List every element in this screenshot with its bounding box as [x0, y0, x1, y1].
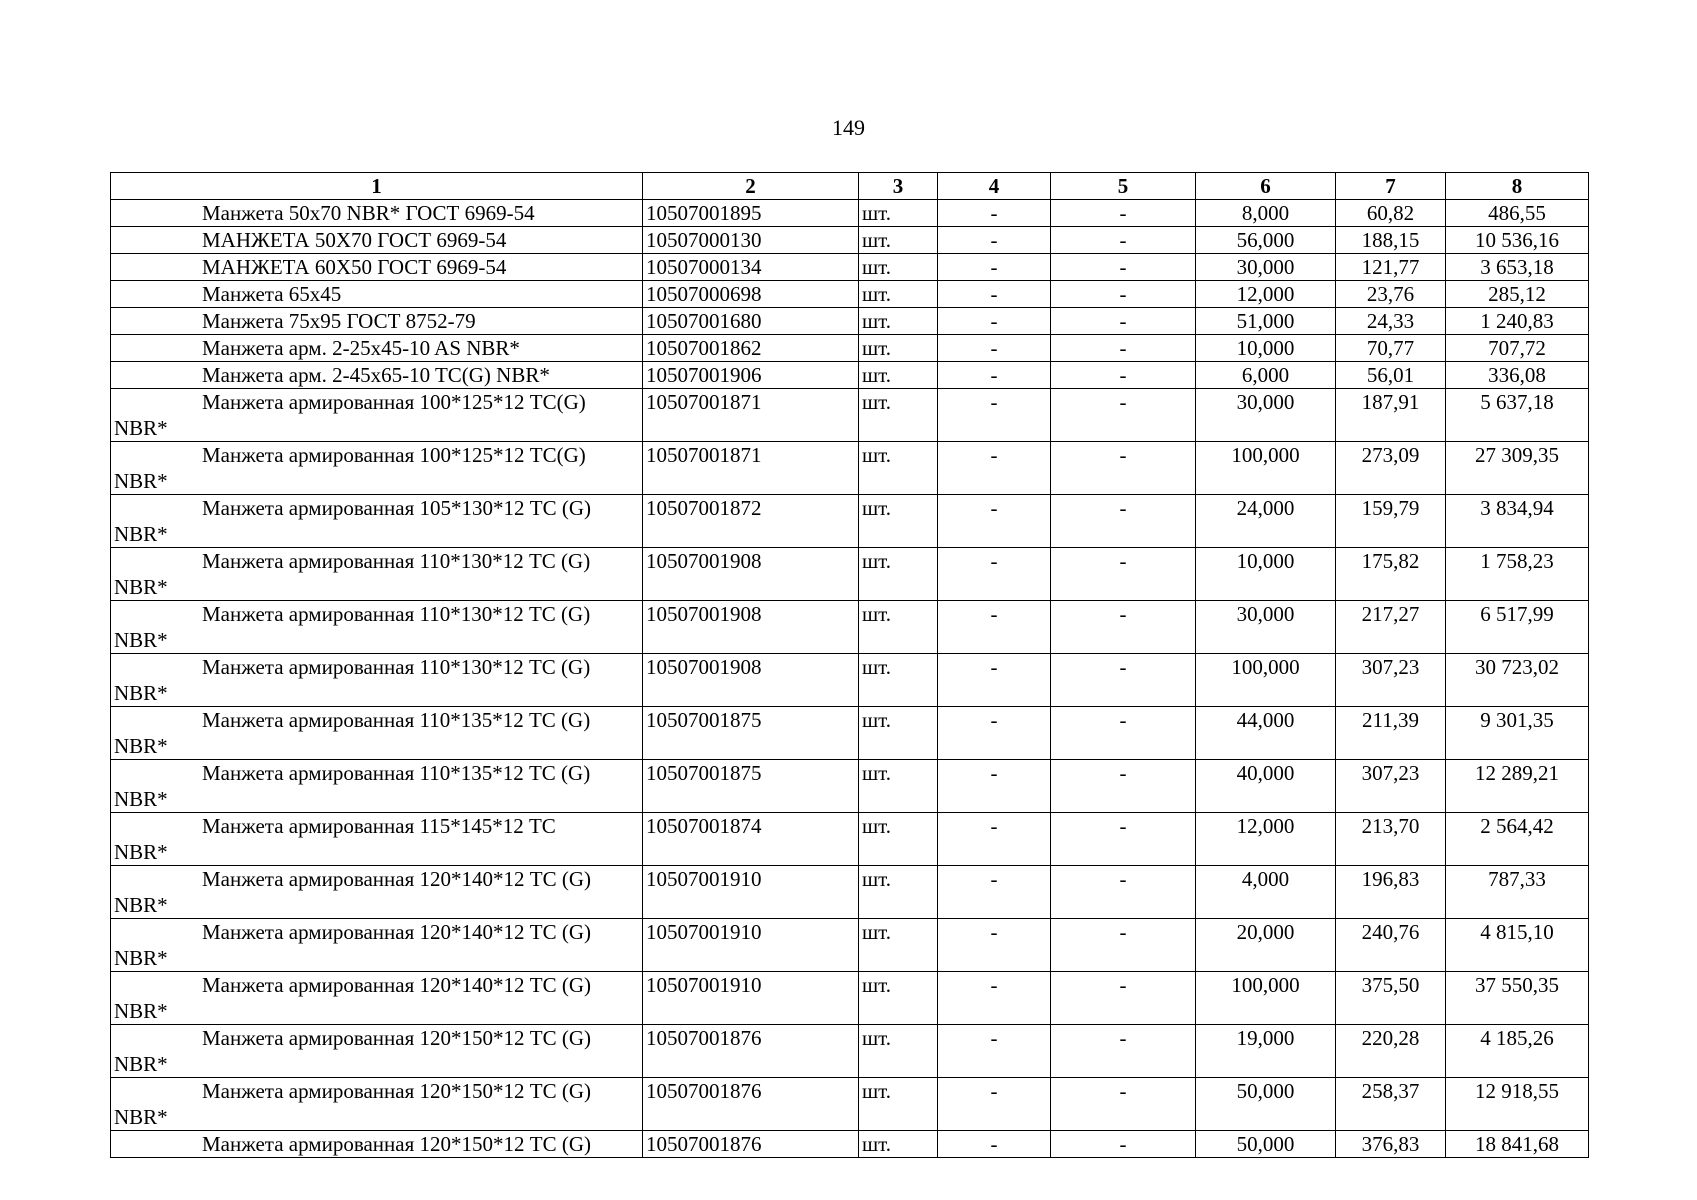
item-quantity: 100,000 [1196, 972, 1336, 1025]
item-quantity: 100,000 [1196, 442, 1336, 495]
item-unit: шт. [859, 601, 938, 654]
table-row [111, 281, 1589, 308]
table-row [111, 760, 1589, 813]
item-code: 10507001876 [643, 1025, 859, 1078]
item-name: Манжета армированная 100*125*12 TC(G) [202, 390, 586, 414]
item-price: 56,01 [1336, 362, 1446, 389]
item-code: 10507001908 [643, 601, 859, 654]
item-unit: шт. [859, 335, 938, 362]
item-name: Манжета армированная 120*140*12 TC (G) [202, 867, 591, 891]
item-code: 10507001862 [643, 335, 859, 362]
item-name: МАНЖЕТА 60Х50 ГОСТ 6969-54 [202, 255, 507, 279]
item-quantity: 6,000 [1196, 362, 1336, 389]
item-code: 10507001910 [643, 919, 859, 972]
table-row [111, 813, 1589, 866]
item-code: 10507001906 [643, 362, 859, 389]
item-code: 10507000134 [643, 254, 859, 281]
column-5-value: - [1051, 548, 1196, 601]
table-row [111, 919, 1589, 972]
item-unit: шт. [859, 389, 938, 442]
column-header-8: 8 [1446, 173, 1589, 200]
item-sum: 9 301,35 [1446, 707, 1589, 760]
table-row [111, 389, 1589, 442]
column-5-value: - [1051, 972, 1196, 1025]
item-quantity: 24,000 [1196, 495, 1336, 548]
item-name-continuation: NBR* [114, 893, 168, 917]
item-name-cell [111, 601, 643, 654]
item-unit: шт. [859, 254, 938, 281]
item-name-cell [111, 495, 643, 548]
item-sum: 1 758,23 [1446, 548, 1589, 601]
item-price: 187,91 [1336, 389, 1446, 442]
item-quantity: 10,000 [1196, 548, 1336, 601]
item-name: Манжета армированная 110*135*12 TC (G) [202, 761, 591, 785]
column-4-value: - [938, 1131, 1051, 1158]
item-price: 258,37 [1336, 1078, 1446, 1131]
item-sum: 10 536,16 [1446, 227, 1589, 254]
item-name: Манжета армированная 120*150*12 TC (G) [202, 1079, 591, 1103]
item-name-continuation: NBR* [114, 734, 168, 758]
item-price: 175,82 [1336, 548, 1446, 601]
column-5-value: - [1051, 1131, 1196, 1158]
item-unit: шт. [859, 1078, 938, 1131]
item-sum: 2 564,42 [1446, 813, 1589, 866]
item-quantity: 8,000 [1196, 200, 1336, 227]
item-quantity: 30,000 [1196, 254, 1336, 281]
item-name: Манжета армированная 120*150*12 TC (G) [202, 1132, 591, 1156]
item-sum: 336,08 [1446, 362, 1589, 389]
item-code: 10507001910 [643, 866, 859, 919]
item-sum: 787,33 [1446, 866, 1589, 919]
item-name-cell [111, 760, 643, 813]
item-name-cell [111, 654, 643, 707]
item-price: 307,23 [1336, 654, 1446, 707]
item-sum: 30 723,02 [1446, 654, 1589, 707]
item-code: 10507001895 [643, 200, 859, 227]
item-price: 211,39 [1336, 707, 1446, 760]
item-name: Манжета 65x45 [202, 282, 342, 306]
column-4-value: - [938, 308, 1051, 335]
item-code: 10507001871 [643, 389, 859, 442]
column-header-5: 5 [1051, 173, 1196, 200]
column-header-3: 3 [859, 173, 938, 200]
item-name: Манжета 50x70 NBR* ГОСТ 6969-54 [202, 201, 535, 225]
column-5-value: - [1051, 707, 1196, 760]
column-4-value: - [938, 442, 1051, 495]
item-unit: шт. [859, 707, 938, 760]
item-unit: шт. [859, 866, 938, 919]
item-quantity: 100,000 [1196, 654, 1336, 707]
table-row [111, 308, 1589, 335]
column-5-value: - [1051, 200, 1196, 227]
item-price: 213,70 [1336, 813, 1446, 866]
item-name: МАНЖЕТА 50Х70 ГОСТ 6969-54 [202, 228, 507, 252]
item-unit: шт. [859, 760, 938, 813]
item-name-cell [111, 227, 643, 254]
item-unit: шт. [859, 281, 938, 308]
item-quantity: 44,000 [1196, 707, 1336, 760]
item-sum: 4 815,10 [1446, 919, 1589, 972]
column-4-value: - [938, 335, 1051, 362]
item-name: Манжета армированная 120*140*12 TC (G) [202, 920, 591, 944]
item-name-continuation: NBR* [114, 416, 168, 440]
item-sum: 1 240,83 [1446, 308, 1589, 335]
item-unit: шт. [859, 308, 938, 335]
column-4-value: - [938, 362, 1051, 389]
item-name-cell [111, 972, 643, 1025]
item-unit: шт. [859, 495, 938, 548]
column-4-value: - [938, 972, 1051, 1025]
item-name-cell [111, 254, 643, 281]
item-price: 70,77 [1336, 335, 1446, 362]
item-unit: шт. [859, 200, 938, 227]
item-price: 159,79 [1336, 495, 1446, 548]
item-name-cell [111, 919, 643, 972]
column-5-value: - [1051, 654, 1196, 707]
table-row [111, 362, 1589, 389]
item-sum: 285,12 [1446, 281, 1589, 308]
item-unit: шт. [859, 442, 938, 495]
item-quantity: 30,000 [1196, 601, 1336, 654]
item-name: Манжета армированная 120*150*12 TC (G) [202, 1026, 591, 1050]
column-5-value: - [1051, 919, 1196, 972]
table-row [111, 601, 1589, 654]
item-name-cell [111, 389, 643, 442]
item-quantity: 12,000 [1196, 281, 1336, 308]
item-quantity: 20,000 [1196, 919, 1336, 972]
table-header-row [111, 173, 1589, 200]
column-5-value: - [1051, 760, 1196, 813]
item-code: 10507000130 [643, 227, 859, 254]
item-name-cell [111, 1078, 643, 1131]
column-4-value: - [938, 548, 1051, 601]
item-code: 10507001875 [643, 760, 859, 813]
item-sum: 707,72 [1446, 335, 1589, 362]
page-number: 149 [832, 115, 865, 140]
column-4-value: - [938, 707, 1051, 760]
item-sum: 6 517,99 [1446, 601, 1589, 654]
item-sum: 12 918,55 [1446, 1078, 1589, 1131]
table-row [111, 227, 1589, 254]
item-sum: 5 637,18 [1446, 389, 1589, 442]
item-name: Манжета армированная 115*145*12 TC [202, 814, 556, 838]
item-code: 10507001910 [643, 972, 859, 1025]
item-price: 23,76 [1336, 281, 1446, 308]
column-5-value: - [1051, 1025, 1196, 1078]
item-code: 10507001876 [643, 1078, 859, 1131]
item-name-cell [111, 1131, 643, 1158]
table-row [111, 1131, 1589, 1158]
item-name-cell [111, 1025, 643, 1078]
table-body [111, 200, 1589, 1158]
item-name-continuation: NBR* [114, 522, 168, 546]
item-name-continuation: NBR* [114, 840, 168, 864]
item-code: 10507001871 [643, 442, 859, 495]
column-4-value: - [938, 495, 1051, 548]
item-price: 220,28 [1336, 1025, 1446, 1078]
column-4-value: - [938, 1078, 1051, 1131]
table-row [111, 442, 1589, 495]
column-4-value: - [938, 760, 1051, 813]
column-4-value: - [938, 389, 1051, 442]
table-row [111, 335, 1589, 362]
item-quantity: 50,000 [1196, 1078, 1336, 1131]
item-name-cell [111, 548, 643, 601]
column-4-value: - [938, 200, 1051, 227]
column-4-value: - [938, 654, 1051, 707]
item-name-cell [111, 335, 643, 362]
item-name: Манжета армированная 110*135*12 TC (G) [202, 708, 591, 732]
item-name: Манжета армированная 110*130*12 TC (G) [202, 602, 591, 626]
item-name-continuation: NBR* [114, 628, 168, 652]
item-name-cell [111, 866, 643, 919]
item-name: Манжета 75x95 ГОСТ 8752-79 [202, 309, 476, 333]
item-name-continuation: NBR* [114, 1052, 168, 1076]
table-row [111, 200, 1589, 227]
item-quantity: 4,000 [1196, 866, 1336, 919]
item-name: Манжета армированная 105*130*12 TC (G) [202, 496, 591, 520]
item-code: 10507000698 [643, 281, 859, 308]
item-unit: шт. [859, 972, 938, 1025]
column-5-value: - [1051, 362, 1196, 389]
column-header-4: 4 [938, 173, 1051, 200]
column-4-value: - [938, 601, 1051, 654]
column-5-value: - [1051, 254, 1196, 281]
column-5-value: - [1051, 227, 1196, 254]
item-price: 307,23 [1336, 760, 1446, 813]
item-code: 10507001876 [643, 1131, 859, 1158]
column-5-value: - [1051, 866, 1196, 919]
item-quantity: 51,000 [1196, 308, 1336, 335]
item-name: Манжета армированная 120*140*12 TC (G) [202, 973, 591, 997]
item-unit: шт. [859, 654, 938, 707]
item-code: 10507001908 [643, 548, 859, 601]
item-unit: шт. [859, 1025, 938, 1078]
table-row [111, 972, 1589, 1025]
item-unit: шт. [859, 362, 938, 389]
item-unit: шт. [859, 813, 938, 866]
column-5-value: - [1051, 335, 1196, 362]
item-name-continuation: NBR* [114, 469, 168, 493]
item-name-cell [111, 707, 643, 760]
column-4-value: - [938, 227, 1051, 254]
item-name-cell [111, 813, 643, 866]
item-name-cell [111, 200, 643, 227]
column-5-value: - [1051, 1078, 1196, 1131]
item-sum: 27 309,35 [1446, 442, 1589, 495]
item-price: 188,15 [1336, 227, 1446, 254]
item-name: Манжета армированная 110*130*12 TC (G) [202, 549, 591, 573]
item-code: 10507001680 [643, 308, 859, 335]
column-header-2: 2 [643, 173, 859, 200]
column-5-value: - [1051, 442, 1196, 495]
item-unit: шт. [859, 1131, 938, 1158]
item-unit: шт. [859, 548, 938, 601]
column-4-value: - [938, 919, 1051, 972]
item-sum: 37 550,35 [1446, 972, 1589, 1025]
column-header-1: 1 [111, 173, 643, 200]
table-row [111, 866, 1589, 919]
item-unit: шт. [859, 227, 938, 254]
table-row [111, 1078, 1589, 1131]
column-4-value: - [938, 254, 1051, 281]
materials-table [110, 172, 1589, 1158]
item-sum: 12 289,21 [1446, 760, 1589, 813]
item-quantity: 56,000 [1196, 227, 1336, 254]
item-price: 240,76 [1336, 919, 1446, 972]
item-sum: 3 834,94 [1446, 495, 1589, 548]
item-name-continuation: NBR* [114, 575, 168, 599]
column-5-value: - [1051, 813, 1196, 866]
item-quantity: 40,000 [1196, 760, 1336, 813]
item-price: 375,50 [1336, 972, 1446, 1025]
column-4-value: - [938, 813, 1051, 866]
item-quantity: 10,000 [1196, 335, 1336, 362]
item-price: 273,09 [1336, 442, 1446, 495]
item-sum: 486,55 [1446, 200, 1589, 227]
item-name-cell [111, 362, 643, 389]
item-sum: 18 841,68 [1446, 1131, 1589, 1158]
column-4-value: - [938, 281, 1051, 308]
item-name: Манжета армированная 100*125*12 TC(G) [202, 443, 586, 467]
item-sum: 3 653,18 [1446, 254, 1589, 281]
table-row [111, 548, 1589, 601]
item-quantity: 30,000 [1196, 389, 1336, 442]
table-row [111, 495, 1589, 548]
item-price: 121,77 [1336, 254, 1446, 281]
item-code: 10507001874 [643, 813, 859, 866]
item-name: Манжета арм. 2-25x45-10 AS NBR* [202, 336, 520, 360]
item-quantity: 12,000 [1196, 813, 1336, 866]
item-price: 217,27 [1336, 601, 1446, 654]
item-name-continuation: NBR* [114, 946, 168, 970]
item-code: 10507001875 [643, 707, 859, 760]
item-code: 10507001908 [643, 654, 859, 707]
column-4-value: - [938, 866, 1051, 919]
column-4-value: - [938, 1025, 1051, 1078]
column-5-value: - [1051, 308, 1196, 335]
table-row [111, 654, 1589, 707]
item-price: 196,83 [1336, 866, 1446, 919]
item-quantity: 19,000 [1196, 1025, 1336, 1078]
item-price: 60,82 [1336, 200, 1446, 227]
column-5-value: - [1051, 601, 1196, 654]
item-name-continuation: NBR* [114, 787, 168, 811]
column-5-value: - [1051, 281, 1196, 308]
item-price: 24,33 [1336, 308, 1446, 335]
column-header-6: 6 [1196, 173, 1336, 200]
item-quantity: 50,000 [1196, 1131, 1336, 1158]
table-row [111, 1025, 1589, 1078]
item-name-continuation: NBR* [114, 999, 168, 1023]
column-header-7: 7 [1336, 173, 1446, 200]
item-unit: шт. [859, 919, 938, 972]
item-name-continuation: NBR* [114, 681, 168, 705]
table-row [111, 707, 1589, 760]
item-name-cell [111, 281, 643, 308]
item-name: Манжета арм. 2-45x65-10 TC(G) NBR* [202, 363, 550, 387]
column-5-value: - [1051, 495, 1196, 548]
column-5-value: - [1051, 389, 1196, 442]
item-sum: 4 185,26 [1446, 1025, 1589, 1078]
item-name-cell [111, 442, 643, 495]
item-name: Манжета армированная 110*130*12 TC (G) [202, 655, 591, 679]
item-name-continuation: NBR* [114, 1105, 168, 1129]
table-row [111, 254, 1589, 281]
item-price: 376,83 [1336, 1131, 1446, 1158]
item-name-cell [111, 308, 643, 335]
item-code: 10507001872 [643, 495, 859, 548]
